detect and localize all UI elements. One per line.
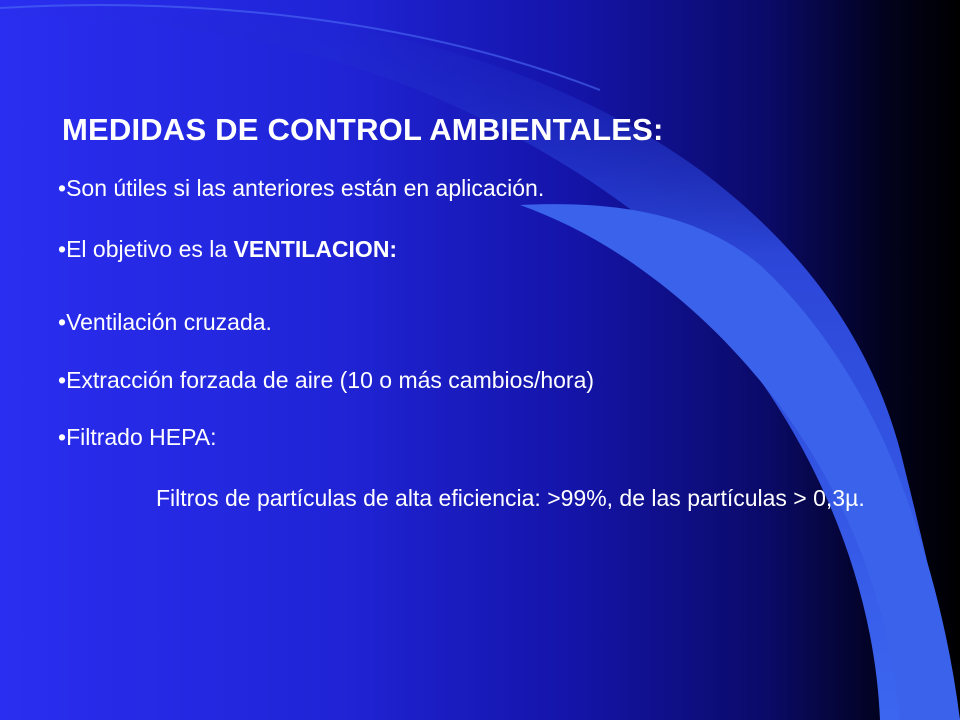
bullet-item — [58, 236, 397, 263]
bullet-bold-text: VENTILACION: — [233, 236, 398, 262]
bullet-marker: • — [58, 236, 67, 262]
bullet-text: Extracción forzada de aire (10 o más cambios/hora) — [66, 367, 595, 393]
bullet-item — [58, 367, 594, 394]
bullet-marker: • — [58, 309, 67, 335]
bullet-text: Ventilación cruzada. — [66, 309, 272, 335]
bullet-marker: • — [58, 175, 67, 201]
bullet-item — [58, 309, 272, 336]
bullet-item — [58, 175, 544, 202]
sub-item-text: Filtros de partículas de alta eficiencia: >99%, de las partículas > 0,3µ. — [156, 485, 865, 511]
slide-title: MEDIDAS DE CONTROL AMBIENTALES: — [62, 112, 664, 147]
bullet-marker: • — [58, 367, 67, 393]
bullet-text: Son útiles si las anteriores están en aplicación. — [66, 175, 545, 201]
bullet-text: Filtrado HEPA: — [66, 424, 217, 450]
bullet-text: El objetivo es la — [66, 236, 234, 262]
bullet-item — [58, 424, 216, 451]
bullet-marker: • — [58, 424, 67, 450]
